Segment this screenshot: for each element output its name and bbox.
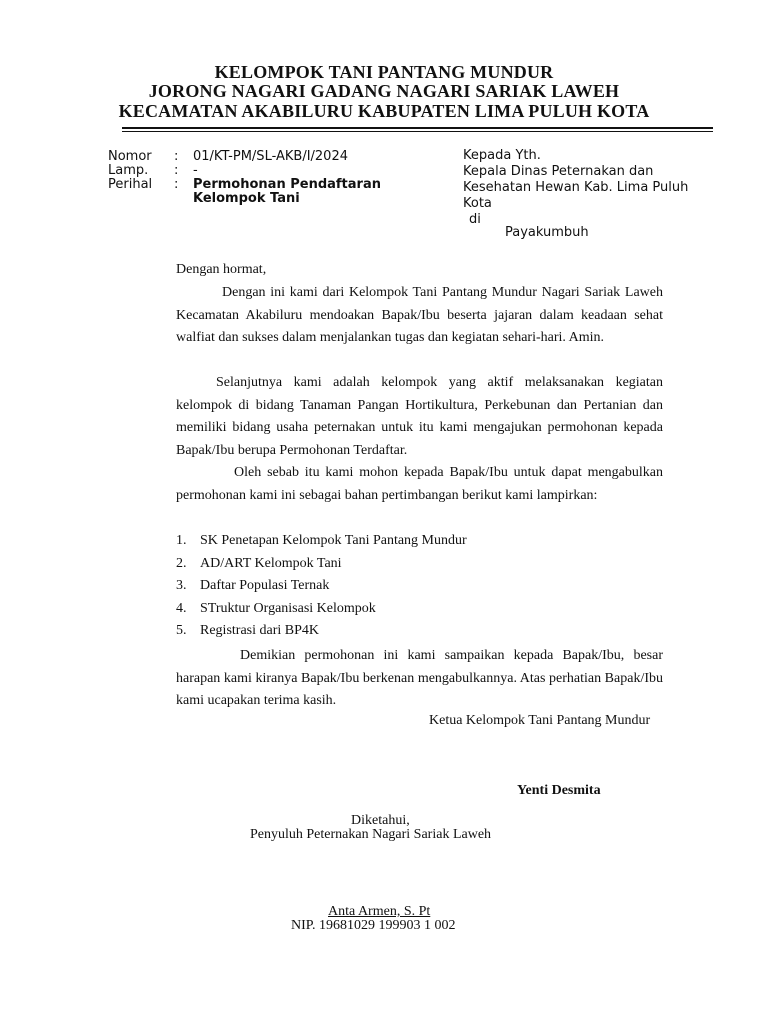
acknowledgement-nip: NIP. 19681029 199903 1 002 — [291, 918, 456, 933]
perihal-value-line-1: Permohonan Pendaftaran — [193, 177, 381, 192]
recipient-line-3: Kesehatan Hewan Kab. Lima Puluh — [463, 180, 689, 195]
list-item-number: 3. — [176, 578, 187, 593]
list-item — [176, 623, 319, 639]
nomor-label: Nomor — [108, 149, 152, 164]
list-item — [176, 533, 467, 549]
list-item-text: SK Penetapan Kelompok Tani Pantang Mundur — [200, 533, 467, 548]
list-item-number: 5. — [176, 623, 187, 638]
recipient-line-6: Payakumbuh — [505, 225, 589, 240]
perihal-value-line-2: Kelompok Tani — [193, 191, 300, 206]
letterhead-rule-thin — [122, 131, 713, 132]
list-item-text: Registrasi dari BP4K — [200, 623, 319, 638]
list-item-number: 2. — [176, 556, 187, 571]
perihal-colon: : — [174, 177, 179, 192]
recipient-line-2: Kepala Dinas Peternakan dan — [463, 164, 654, 179]
letterhead-line-3: KECAMATAN AKABILURU KABUPATEN LIMA PULUH KOTA — [118, 101, 650, 121]
lamp-colon: : — [174, 163, 179, 178]
list-item-number: 1. — [176, 533, 187, 548]
paragraph-2: Selanjutnya kami adalah kelompok yang aktif melaksanakan kegiatan kelompok di bidang Tanaman Pangan Hortikultura, Perkebunan dan Pertanian dan memiliki bidang usaha peternakan untuk itu kami mengajukan permohonan kepada Bapak/Ibu berupa Permohonan Terdaftar. — [176, 375, 663, 458]
paragraph-3: Oleh sebab itu kami mohon kepada Bapak/Ibu untuk dapat mengabulkan permohonan kami ini sebagai bahan pertimbangan berikut kami lampirkan: — [176, 465, 663, 503]
acknowledgement-role: Penyuluh Peternakan Nagari Sariak Laweh — [250, 827, 492, 842]
letterhead-line-1: KELOMPOK TANI PANTANG MUNDUR — [214, 62, 554, 82]
recipient-line-1: Kepada Yth. — [463, 148, 541, 163]
signature-title: Ketua Kelompok Tani Pantang Mundur — [429, 713, 651, 728]
nomor-value: 01/KT-PM/SL-AKB/I/2024 — [193, 149, 348, 164]
list-item — [176, 578, 329, 594]
list-item-text: Daftar Populasi Ternak — [200, 578, 330, 593]
closing-paragraph: Demikian permohonan ini kami sampaikan kepada Bapak/Ibu, besar harapan kami kiranya Bapak/Ibu berkenan mengabulkannya. Atas perhatian Bapak/Ibu kami ucapakan terima kasih. — [176, 648, 663, 708]
list-item-text: STruktur Organisasi Kelompok — [200, 601, 376, 616]
acknowledgement-name: Anta Armen, S. Pt — [328, 904, 431, 919]
nomor-colon: : — [174, 149, 179, 164]
letterhead-rule-thick — [122, 127, 713, 129]
list-item-number: 4. — [176, 601, 187, 616]
recipient-line-5: di — [469, 212, 481, 227]
list-item — [176, 556, 342, 572]
list-item — [176, 601, 376, 617]
greeting: Dengan hormat, — [176, 262, 267, 277]
perihal-label: Perihal — [108, 177, 153, 192]
lamp-value: - — [193, 163, 198, 178]
acknowledgement-label: Diketahui, — [351, 813, 410, 828]
list-item-text: AD/ART Kelompok Tani — [200, 556, 342, 571]
lamp-label: Lamp. — [108, 163, 149, 178]
letterhead-line-2: JORONG NAGARI GADANG NAGARI SARIAK LAWEH — [148, 81, 620, 101]
paragraph-1: Dengan ini kami dari Kelompok Tani Pantang Mundur Nagari Sariak Laweh Kecamatan Akabiluru mendoakan Bapak/Ibu beserta jajaran dalam keadaan sehat walfiat dan sukses dalam menjalankan tugas dan kegiatan sehari-hari. Amin. — [176, 285, 663, 345]
recipient-line-4: Kota — [463, 196, 492, 211]
signature-name: Yenti Desmita — [517, 783, 601, 798]
